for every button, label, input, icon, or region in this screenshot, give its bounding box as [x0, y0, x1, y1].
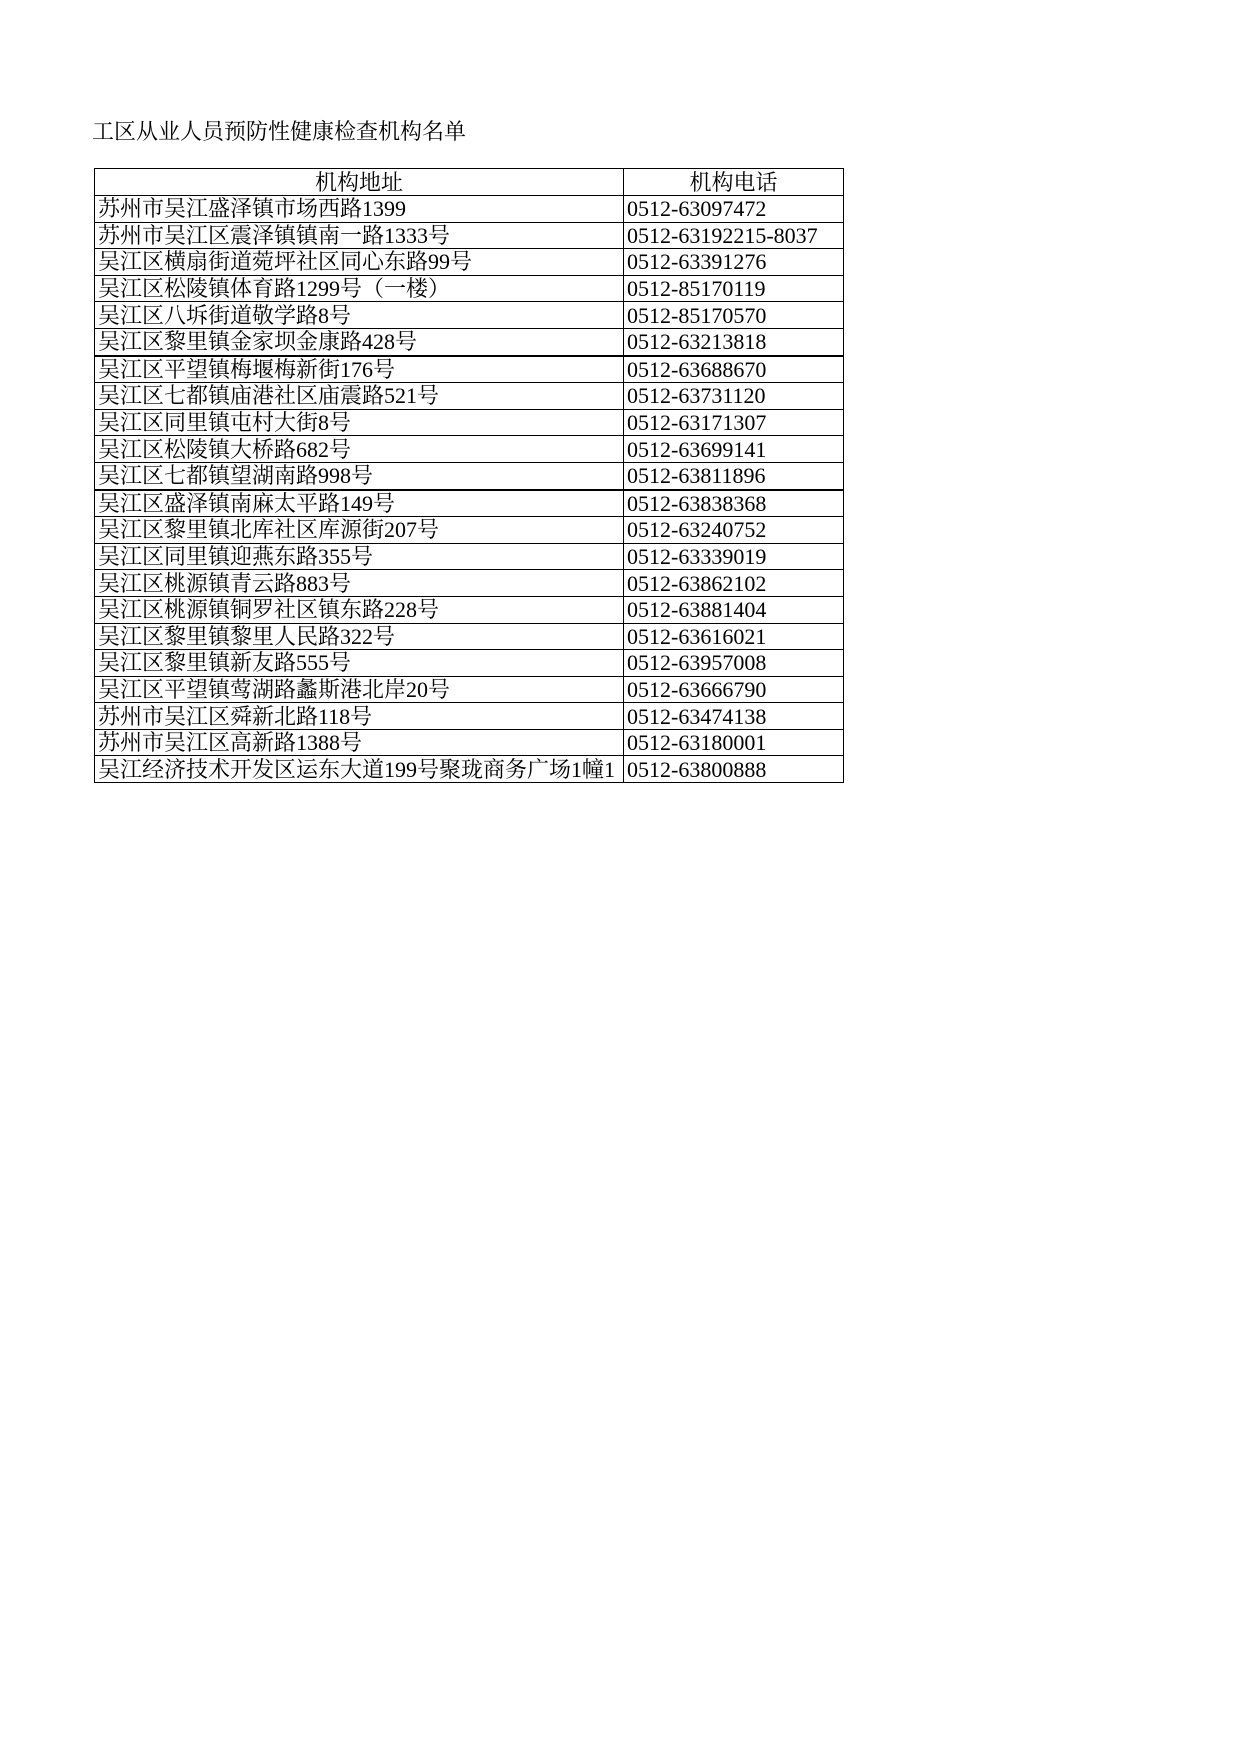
address-cell: 吴江区七都镇望湖南路998号 [95, 462, 624, 489]
address-cell: 苏州市吴江区高新路1388号 [95, 729, 624, 756]
address-cell: 苏州市吴江盛泽镇市场西路1399 [95, 196, 624, 223]
address-cell: 吴江区同里镇屯村大街8号 [95, 409, 624, 436]
address-cell: 苏州市吴江区舜新北路118号 [95, 703, 624, 730]
address-cell: 吴江区黎里镇新友路555号 [95, 650, 624, 677]
table-row [95, 490, 844, 517]
address-cell: 吴江区八坼街道敬学路8号 [95, 302, 624, 329]
address-cell: 吴江区平望镇梅堰梅新街176号 [95, 356, 624, 383]
header-address: 机构地址 [95, 169, 624, 196]
table-row [95, 596, 844, 623]
header-phone: 机构电话 [624, 169, 844, 196]
table-row [95, 462, 844, 489]
address-cell: 吴江区黎里镇黎里人民路322号 [95, 623, 624, 650]
address-cell: 吴江区松陵镇体育路1299号（一楼） [95, 275, 624, 302]
address-cell: 吴江区横扇街道菀坪社区同心东路99号 [95, 249, 624, 276]
address-cell: 吴江区桃源镇铜罗社区镇东路228号 [95, 596, 624, 623]
table-header-row [95, 169, 844, 196]
table-row [95, 249, 844, 276]
address-cell: 吴江区平望镇莺湖路蠡斯港北岸20号 [95, 676, 624, 703]
table-row [95, 543, 844, 570]
address-cell: 吴江区同里镇迎燕东路355号 [95, 543, 624, 570]
address-cell: 吴江区七都镇庙港社区庙震路521号 [95, 383, 624, 410]
phone-cell: 0512-63881404 [624, 596, 844, 623]
address-cell: 吴江区黎里镇金家坝金康路428号 [95, 328, 624, 355]
phone-cell: 0512-63240752 [624, 517, 844, 544]
phone-cell: 0512-63731120 [624, 383, 844, 410]
table-row [95, 570, 844, 597]
phone-cell: 0512-63616021 [624, 623, 844, 650]
table-row [95, 517, 844, 544]
phone-cell: 0512-63180001 [624, 729, 844, 756]
address-cell: 吴江区盛泽镇南麻太平路149号 [95, 490, 624, 517]
address-cell: 苏州市吴江区震泽镇镇南一路1333号 [95, 222, 624, 249]
table-row [95, 436, 844, 463]
phone-cell: 0512-63699141 [624, 436, 844, 463]
table-row [95, 703, 844, 730]
phone-cell: 0512-63862102 [624, 570, 844, 597]
phone-cell: 0512-63097472 [624, 196, 844, 223]
phone-cell: 0512-63339019 [624, 543, 844, 570]
table-row [95, 302, 844, 329]
table-row [95, 650, 844, 677]
phone-cell: 0512-85170570 [624, 302, 844, 329]
table-row [95, 756, 844, 783]
table-row [95, 623, 844, 650]
phone-cell: 0512-63957008 [624, 650, 844, 677]
phone-cell: 0512-63213818 [624, 328, 844, 355]
table-row [95, 676, 844, 703]
table-row [95, 729, 844, 756]
phone-cell: 0512-85170119 [624, 275, 844, 302]
address-cell: 吴江区松陵镇大桥路682号 [95, 436, 624, 463]
phone-cell: 0512-63474138 [624, 703, 844, 730]
phone-cell: 0512-63171307 [624, 409, 844, 436]
phone-cell: 0512-63192215-8037 [624, 222, 844, 249]
address-cell: 吴江区桃源镇青云路883号 [95, 570, 624, 597]
table-row [95, 275, 844, 302]
table-row [95, 356, 844, 383]
table-row [95, 409, 844, 436]
phone-cell: 0512-63666790 [624, 676, 844, 703]
table-row [95, 328, 844, 355]
phone-cell: 0512-63811896 [624, 462, 844, 489]
page-title: 工区从业人员预防性健康检查机构名单 [92, 120, 467, 145]
address-cell: 吴江区黎里镇北库社区库源街207号 [95, 517, 624, 544]
phone-cell: 0512-63838368 [624, 490, 844, 517]
table-row [95, 196, 844, 223]
address-cell: 吴江经济技术开发区运东大道199号聚珑商务广场1幢1 [95, 756, 624, 783]
institution-table [94, 168, 844, 783]
phone-cell: 0512-63391276 [624, 249, 844, 276]
phone-cell: 0512-63688670 [624, 356, 844, 383]
phone-cell: 0512-63800888 [624, 756, 844, 783]
table-row [95, 222, 844, 249]
table-row [95, 383, 844, 410]
